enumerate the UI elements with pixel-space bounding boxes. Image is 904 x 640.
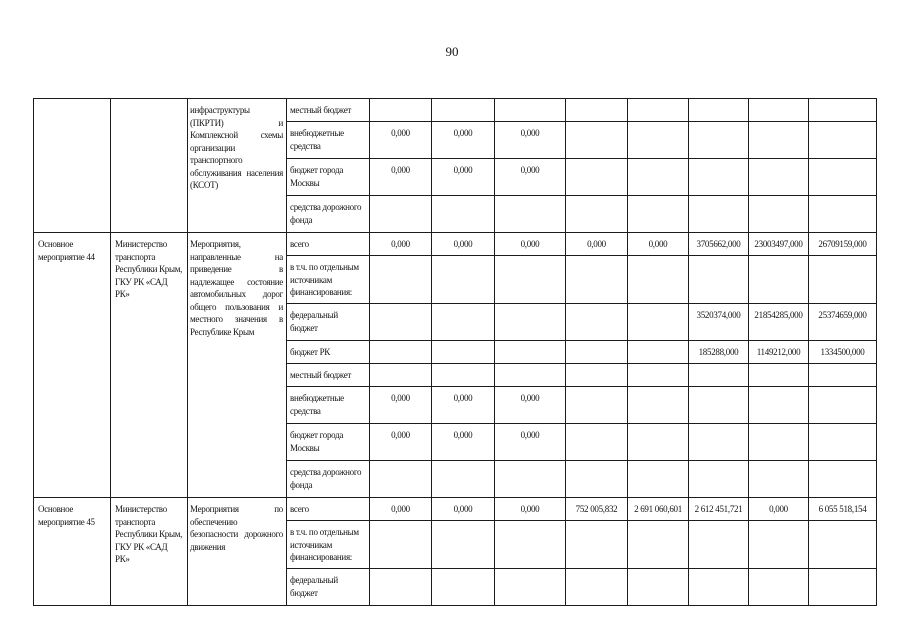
value-cell bbox=[495, 461, 566, 498]
value-cell bbox=[370, 341, 432, 364]
value-cell bbox=[495, 341, 566, 364]
value-cell bbox=[432, 99, 495, 122]
value-cell bbox=[689, 256, 749, 304]
value-cell bbox=[566, 122, 628, 159]
value-cell bbox=[432, 569, 495, 606]
value-cell bbox=[689, 196, 749, 233]
cell-line: Москвы bbox=[290, 442, 320, 453]
cell-line: источникам bbox=[290, 274, 332, 285]
funding-source-cell bbox=[287, 159, 370, 196]
value-cell bbox=[566, 461, 628, 498]
cell-line: Мероприятия, bbox=[190, 239, 241, 249]
value-cell: 0,000 bbox=[432, 498, 495, 521]
value-cell bbox=[628, 387, 689, 424]
funding-source-cell bbox=[287, 233, 370, 256]
cell-line: в т.ч. по отдельным bbox=[290, 262, 359, 272]
cell-line: РК» bbox=[115, 554, 130, 564]
funding-source-cell bbox=[287, 424, 370, 461]
value-cell bbox=[432, 196, 495, 233]
value-cell bbox=[432, 461, 495, 498]
cell-line: общего пользования и bbox=[190, 301, 283, 312]
value-cell bbox=[628, 341, 689, 364]
funding-source-cell bbox=[287, 498, 370, 521]
value-cell bbox=[689, 122, 749, 159]
cell-line: ГКУ РК «САД bbox=[115, 276, 168, 287]
value-cell bbox=[432, 304, 495, 341]
value-cell bbox=[495, 256, 566, 304]
cell-line: Республики Крым, bbox=[115, 264, 183, 274]
value-cell bbox=[495, 521, 566, 569]
value-cell: 0,000 bbox=[432, 159, 495, 196]
value-cell bbox=[689, 424, 749, 461]
page-number: 90 bbox=[445, 44, 459, 59]
cell-line: мероприятие 45 bbox=[38, 516, 95, 527]
value-cell bbox=[370, 569, 432, 606]
budget-table bbox=[33, 98, 877, 606]
value-cell: 26709159,000 bbox=[809, 233, 877, 256]
value-cell bbox=[370, 256, 432, 304]
value-cell bbox=[749, 99, 809, 122]
cell-line: направленные на bbox=[190, 251, 283, 262]
description-cell bbox=[188, 233, 287, 498]
funding-source-cell bbox=[287, 341, 370, 364]
value-cell bbox=[370, 196, 432, 233]
value-cell: 21854285,000 bbox=[749, 304, 809, 341]
value-cell: 0,000 bbox=[370, 424, 432, 461]
value-cell: 3520374,000 bbox=[689, 304, 749, 341]
value-cell: 0,000 bbox=[495, 233, 566, 256]
cell-line: местный бюджет bbox=[290, 370, 352, 380]
cell-line: транспортного bbox=[190, 155, 243, 165]
description-cell bbox=[188, 99, 287, 233]
value-cell bbox=[809, 387, 877, 424]
value-cell bbox=[749, 122, 809, 159]
cell-line: всего bbox=[290, 504, 309, 514]
activity-cell bbox=[34, 233, 111, 498]
cell-line: Основное bbox=[38, 239, 74, 249]
cell-line: автомобильных дорог bbox=[190, 289, 283, 299]
cell-line: Мероприятия по bbox=[190, 504, 283, 514]
value-cell bbox=[749, 521, 809, 569]
cell-line: безопасности дорожного bbox=[190, 529, 283, 539]
value-cell: 0,000 bbox=[495, 159, 566, 196]
value-cell bbox=[628, 196, 689, 233]
value-cell: 0,000 bbox=[495, 387, 566, 424]
value-cell: 0,000 bbox=[432, 424, 495, 461]
value-cell bbox=[689, 569, 749, 606]
value-cell: 0,000 bbox=[370, 387, 432, 424]
value-cell bbox=[689, 159, 749, 196]
value-cell: 2 612 451,721 bbox=[689, 498, 749, 521]
cell-line: Москвы bbox=[290, 177, 320, 188]
value-cell bbox=[432, 521, 495, 569]
value-cell bbox=[566, 387, 628, 424]
cell-line: бюджет bbox=[290, 322, 318, 333]
value-cell bbox=[809, 159, 877, 196]
value-cell bbox=[628, 99, 689, 122]
cell-line: местного значения в bbox=[190, 314, 283, 324]
cell-line: бюджет РК bbox=[290, 347, 331, 357]
cell-line: средства дорожного bbox=[290, 202, 362, 212]
value-cell bbox=[689, 387, 749, 424]
value-cell bbox=[749, 364, 809, 387]
value-cell bbox=[432, 364, 495, 387]
value-cell bbox=[809, 364, 877, 387]
value-cell bbox=[809, 461, 877, 498]
funding-source-cell bbox=[287, 256, 370, 304]
cell-line: средства дорожного bbox=[290, 467, 362, 477]
cell-line: финансирования: bbox=[290, 287, 352, 297]
cell-line: финансирования: bbox=[290, 552, 352, 562]
funding-source-cell bbox=[287, 99, 370, 122]
value-cell bbox=[432, 341, 495, 364]
value-cell: 1334500,000 bbox=[809, 341, 877, 364]
value-cell: 0,000 bbox=[432, 387, 495, 424]
cell-line: всего bbox=[290, 239, 309, 249]
cell-line: мероприятие 44 bbox=[38, 251, 95, 262]
value-cell bbox=[628, 304, 689, 341]
cell-line: местный бюджет bbox=[290, 105, 352, 115]
cell-line: (ПКРТИ) и bbox=[190, 117, 283, 128]
value-cell: 6 055 518,154 bbox=[809, 498, 877, 521]
cell-line: обеспечению bbox=[190, 516, 238, 527]
cell-line: Министерство bbox=[115, 504, 167, 514]
activity-cell bbox=[34, 99, 111, 233]
activity-cell bbox=[34, 498, 111, 606]
value-cell: 0,000 bbox=[370, 498, 432, 521]
funding-source-cell bbox=[287, 304, 370, 341]
cell-line: приведение в bbox=[190, 264, 283, 274]
value-cell: 0,000 bbox=[566, 233, 628, 256]
cell-line: инфраструктуры bbox=[190, 105, 250, 115]
value-cell bbox=[809, 122, 877, 159]
value-cell bbox=[566, 256, 628, 304]
cell-line: надлежащее состояние bbox=[190, 276, 283, 287]
cell-line: средства bbox=[290, 405, 321, 416]
executor-cell bbox=[111, 498, 188, 606]
funding-source-cell bbox=[287, 364, 370, 387]
value-cell bbox=[689, 364, 749, 387]
executor-cell bbox=[111, 233, 188, 498]
value-cell bbox=[749, 196, 809, 233]
cell-line: федеральный bbox=[290, 575, 338, 585]
value-cell bbox=[749, 256, 809, 304]
cell-line: бюджет города bbox=[290, 430, 344, 440]
cell-line: Министерство bbox=[115, 239, 167, 249]
value-cell: 0,000 bbox=[432, 122, 495, 159]
cell-line: внебюджетные bbox=[290, 393, 344, 403]
cell-line: движения bbox=[190, 541, 226, 552]
value-cell bbox=[566, 99, 628, 122]
description-cell bbox=[188, 498, 287, 606]
value-cell bbox=[809, 256, 877, 304]
value-cell: 0,000 bbox=[749, 498, 809, 521]
table-row bbox=[34, 498, 877, 521]
value-cell bbox=[689, 461, 749, 498]
value-cell bbox=[370, 99, 432, 122]
cell-line: Комплексной схемы bbox=[190, 130, 283, 140]
value-cell bbox=[495, 196, 566, 233]
value-cell bbox=[628, 256, 689, 304]
value-cell bbox=[809, 196, 877, 233]
value-cell bbox=[566, 521, 628, 569]
value-cell bbox=[566, 159, 628, 196]
value-cell: 0,000 bbox=[370, 233, 432, 256]
value-cell bbox=[628, 521, 689, 569]
value-cell bbox=[749, 159, 809, 196]
funding-source-cell bbox=[287, 461, 370, 498]
table-row bbox=[34, 233, 877, 256]
cell-line: ГКУ РК «САД bbox=[115, 541, 168, 552]
cell-line: фонда bbox=[290, 214, 313, 225]
value-cell bbox=[628, 159, 689, 196]
value-cell bbox=[566, 304, 628, 341]
value-cell: 2 691 060,601 bbox=[628, 498, 689, 521]
value-cell bbox=[749, 569, 809, 606]
cell-line: бюджет города bbox=[290, 165, 344, 175]
cell-line: транспорта bbox=[115, 251, 156, 262]
value-cell bbox=[749, 387, 809, 424]
funding-source-cell bbox=[287, 196, 370, 233]
value-cell bbox=[628, 364, 689, 387]
value-cell bbox=[749, 424, 809, 461]
value-cell bbox=[432, 256, 495, 304]
value-cell: 0,000 bbox=[495, 122, 566, 159]
table-row bbox=[34, 99, 877, 122]
value-cell: 0,000 bbox=[432, 233, 495, 256]
cell-line: обслуживания населения bbox=[190, 167, 283, 178]
value-cell bbox=[566, 364, 628, 387]
value-cell bbox=[809, 569, 877, 606]
value-cell bbox=[809, 99, 877, 122]
funding-source-cell bbox=[287, 569, 370, 606]
value-cell bbox=[370, 461, 432, 498]
cell-line: бюджет bbox=[290, 587, 318, 598]
cell-line: Республике Крым bbox=[190, 326, 255, 337]
value-cell bbox=[689, 521, 749, 569]
funding-source-cell bbox=[287, 521, 370, 569]
cell-line: в т.ч. по отдельным bbox=[290, 527, 359, 537]
value-cell: 1149212,000 bbox=[749, 341, 809, 364]
value-cell bbox=[809, 521, 877, 569]
cell-line: (КСОТ) bbox=[190, 180, 218, 190]
cell-line: Основное bbox=[38, 504, 74, 514]
cell-line: РК» bbox=[115, 289, 130, 299]
executor-cell bbox=[111, 99, 188, 233]
table-body bbox=[34, 99, 877, 606]
value-cell: 0,000 bbox=[495, 498, 566, 521]
value-cell bbox=[628, 424, 689, 461]
value-cell: 185288,000 bbox=[689, 341, 749, 364]
value-cell: 23003497,000 bbox=[749, 233, 809, 256]
cell-line: федеральный bbox=[290, 310, 338, 320]
value-cell bbox=[689, 99, 749, 122]
value-cell bbox=[370, 364, 432, 387]
cell-line: организации bbox=[190, 142, 236, 153]
value-cell bbox=[495, 569, 566, 606]
funding-source-cell bbox=[287, 387, 370, 424]
value-cell: 0,000 bbox=[370, 122, 432, 159]
funding-source-cell bbox=[287, 122, 370, 159]
cell-line: источникам bbox=[290, 539, 332, 550]
value-cell bbox=[495, 304, 566, 341]
cell-line: внебюджетные bbox=[290, 128, 344, 138]
value-cell bbox=[809, 424, 877, 461]
value-cell bbox=[370, 304, 432, 341]
value-cell bbox=[495, 99, 566, 122]
value-cell bbox=[628, 461, 689, 498]
value-cell: 0,000 bbox=[370, 159, 432, 196]
value-cell: 752 005,832 bbox=[566, 498, 628, 521]
value-cell bbox=[749, 461, 809, 498]
cell-line: транспорта bbox=[115, 516, 156, 527]
value-cell bbox=[495, 364, 566, 387]
value-cell bbox=[628, 122, 689, 159]
value-cell bbox=[566, 569, 628, 606]
value-cell: 0,000 bbox=[628, 233, 689, 256]
value-cell bbox=[566, 341, 628, 364]
cell-line: средства bbox=[290, 140, 321, 151]
value-cell bbox=[566, 196, 628, 233]
value-cell bbox=[566, 424, 628, 461]
value-cell bbox=[628, 569, 689, 606]
value-cell: 0,000 bbox=[495, 424, 566, 461]
value-cell: 3705662,000 bbox=[689, 233, 749, 256]
value-cell bbox=[370, 521, 432, 569]
cell-line: фонда bbox=[290, 479, 313, 490]
cell-line: Республики Крым, bbox=[115, 529, 183, 539]
value-cell: 25374659,000 bbox=[809, 304, 877, 341]
